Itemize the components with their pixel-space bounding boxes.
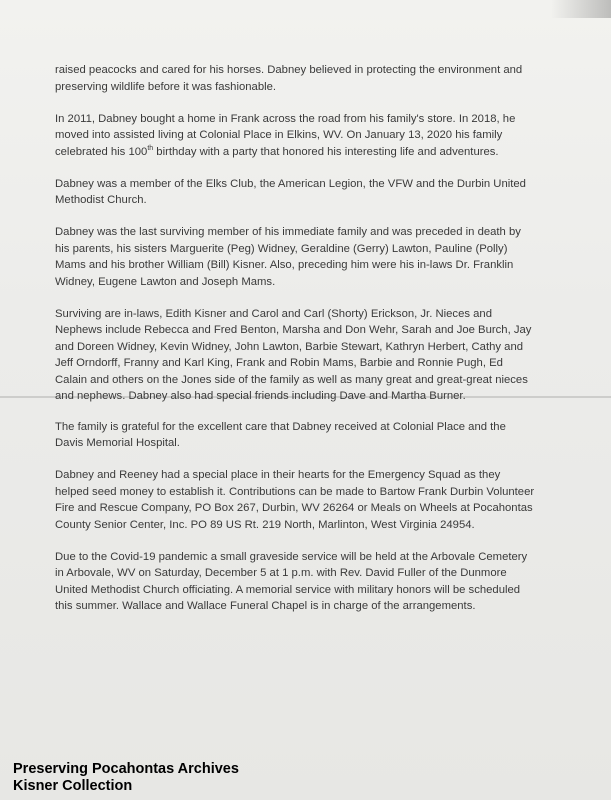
obituary-text [55, 62, 535, 630]
paragraph-contributions: Dabney and Reeney had a special place in their hearts for the Emergency Squad as they helped seed money to establish it. Contributions can be made to Bartow Frank Durbin Volunteer Fire and Rescue Company, PO Box 267, Durbin, WV 26264 or Meals on Wheels at Pocahontas County Senior Center, Inc. PO 89 US Rt. 219 North, Marlinton, West Virginia 24954. [55, 469, 535, 531]
archive-caption [13, 761, 239, 795]
paragraph-memberships: Dabney was a member of the Elks Club, the American Legion, the VFW and the Durbin United Methodist Church. [55, 177, 526, 206]
paragraph-birthday [55, 111, 535, 161]
birthday-text-start: In 2011, Dabney bought a home in Frank across the road from his family's store. In 2018, he moved into assisted living at Colonial Place in Elkins, WV. On January 13, 2020 his family celebrated his 100 [55, 112, 516, 158]
archive-caption-line1: Preserving Pocahontas Archives [13, 761, 239, 777]
scan-corner-shadow [551, 0, 611, 18]
ordinal-suffix: th [147, 144, 154, 152]
paragraph-surviving: Surviving are in-laws, Edith Kisner and Carol and Carl (Shorty) Erickson, Jr. Nieces and Nephews include Rebecca and Fred Benton, Marsha and Don Wehr, Sarah and Joe Burch, Jay and Doreen Widney, Kevin Widney, John Lawton, Barbie Stewart, Kathryn Herbert, Cathy and Jeff Orndorff, Franny and Karl King, Frank and Robin Mams, Barbie and Ronnie Pugh, Ed Calain and others on the Jones side of the family as well as many great and great-great nieces and nephews. Dabney also had special friends including Dave and Martha Burner. [55, 307, 532, 402]
paragraph-gratitude: The family is grateful for the excellent care that Dabney received at Colonial Place and the Davis Memorial Hospital. [55, 420, 506, 449]
paragraph-wildlife: raised peacocks and cared for his horses. Dabney believed in protecting the environment and preserving wildlife before it was fashionable. [55, 64, 523, 93]
paragraph-preceded: Dabney was the last surviving member of his immediate family and was preceded in death by his parents, his sisters Marguerite (Peg) Widney, Geraldine (Gerry) Lawton, Pauline (Polly) Mams and his brother William (Bill) Kisner. Also, preceding him were his in-laws Dr. Franklin Widney, Eugene Lawton and Joseph Mams. [55, 226, 521, 288]
paragraph-service: Due to the Covid-19 pandemic a small graveside service will be held at the Arbovale Cemetery in Arbovale, WV on Saturday, December 5 at 1 p.m. with Rev. David Fuller of the Dunmore United Methodist Church officiating. A memorial service with military honors will be scheduled this summer. Wallace and Wallace Funeral Chapel is in charge of the arrangements. [55, 550, 528, 612]
archive-caption-line2: Kisner Collection [13, 778, 133, 794]
birthday-text-end: birthday with a party that honored his interesting life and adventures. [153, 145, 499, 158]
